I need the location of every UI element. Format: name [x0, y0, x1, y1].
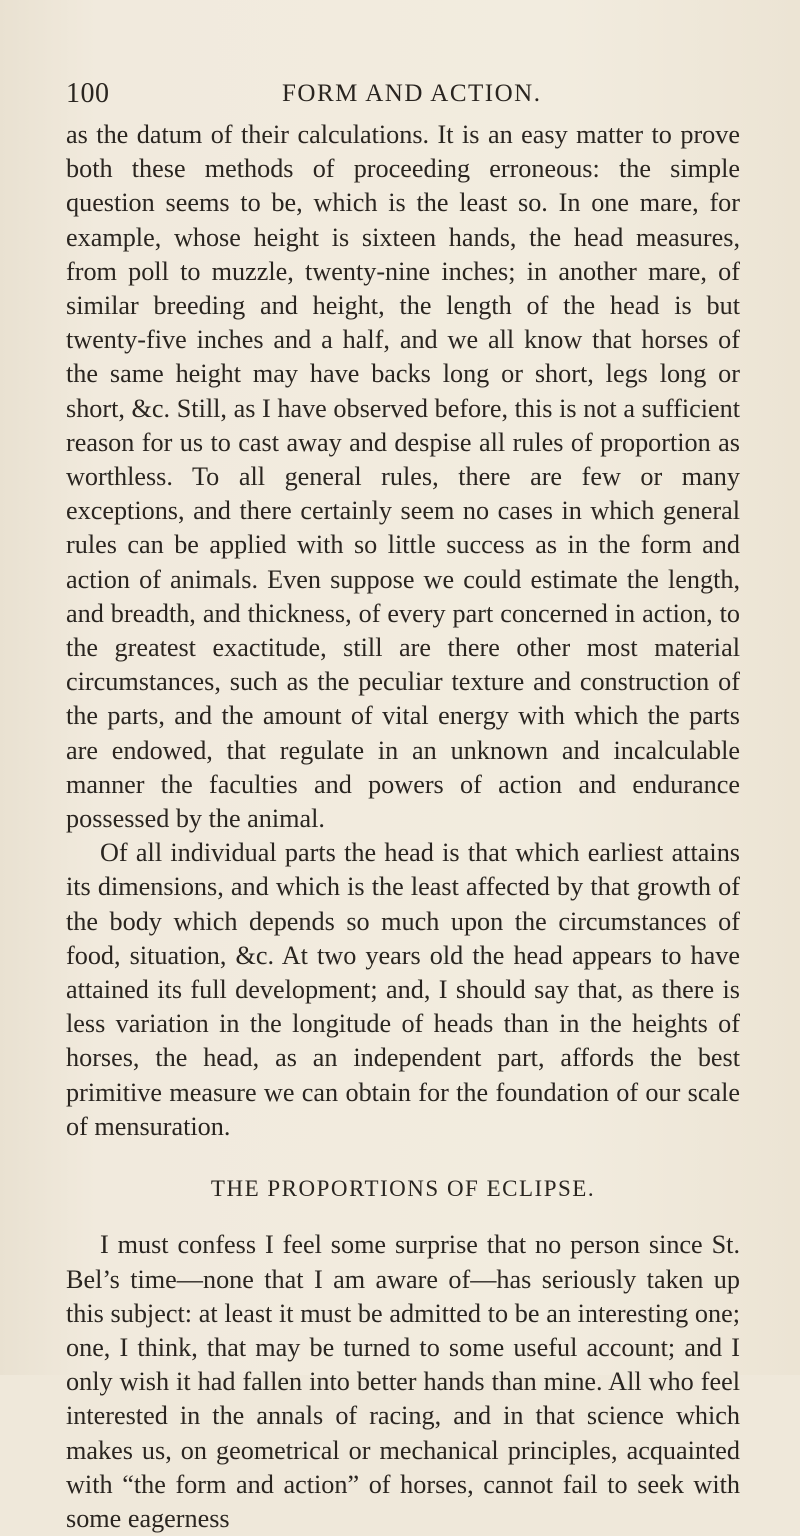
section-heading: THE PROPORTIONS OF ECLIPSE. — [210, 1176, 596, 1202]
running-title: FORM AND ACTION. — [282, 80, 542, 107]
page-number: 100 — [66, 78, 110, 109]
paragraph-1: as the datum of their calculations. It is an easy matter to prove both these methods of proceeding erroneous: the simple question seems to be, which is the least so. In one mare, for example, whose height is sixteen hands, the head measures, from poll to muzzle, twenty-nine inches; in another mare, of similar breeding and height, the length of the head is but twenty-five inches and a half, and we all know that horses of the same height may have backs long or short, legs long or short, &c. Still, as I have observed before, this is not a sufficient reason for us to cast away and despise all rules of proportion as worthless. To all general rules, there are few or many exceptions, and there certainly seem no cases in which general rules can be applied with so little success as in the form and action of animals. Even suppose we could estimate the length, and breadth, and thickness, of every part concerned in action, to the greatest exactitude, still are there other most material circumstances, such as the peculiar texture and construction of the parts, and the amount of vital energy with which the parts are endowed, that regulate in an unknown and incalculable manner the faculties and powers of action and endurance possessed by the animal. — [66, 120, 740, 834]
running-head — [66, 78, 740, 118]
body-text — [66, 118, 740, 1536]
paragraph-2: Of all individual parts the head is that which earliest attains its dimensions, and which is the least affected by that growth of the body which depends so much upon the circumstances of food, situation, &c. At two years old the head appears to have attained its full development; and, I should say that, as there is less variation in the longitude of heads than in the heights of horses, the head, as an independent part, affords the best primitive measure we can obtain for the foundation of our scale of mensuration. — [66, 838, 740, 1141]
section-paragraph: I must confess I feel some surprise that no person since St. Bel’s time—none that I am aware of—has seriously taken up this subject: at least it must be admitted to be an interesting one; one, I think, that may be turned to some useful account; and I only wish it had fallen into better hands than mine. All who feel interested in the annals of racing, and in that science which makes us, on geometrical or mechanical principles, acquainted with “the form and action” of horses, cannot fail to seek with some eagerness — [66, 1230, 740, 1533]
